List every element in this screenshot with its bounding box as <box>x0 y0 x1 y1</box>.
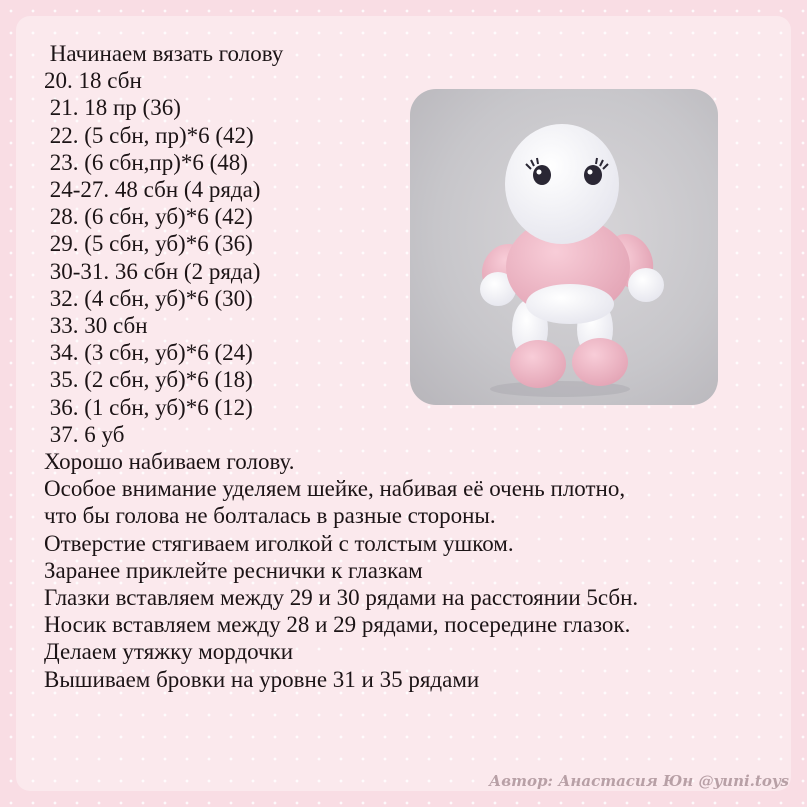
pattern-row: 29. (5 сбн, уб)*6 (36) <box>44 231 253 257</box>
pattern-row: 21. 18 пр (36) <box>44 95 181 121</box>
instruction-line: Глазки вставляем между 29 и 30 рядами на расстоянии 5сбн. <box>44 585 639 611</box>
pattern-row: 33. 30 сбн <box>44 313 148 339</box>
toy-illustration <box>410 89 718 405</box>
toy-photo <box>410 89 718 405</box>
pattern-row: 22. (5 сбн, пр)*6 (42) <box>44 122 254 148</box>
pattern-row: 20. 18 сбн <box>44 68 142 94</box>
pattern-row: 30-31. 36 сбн (2 ряда) <box>44 258 261 284</box>
pattern-row: 37. 6 уб <box>44 421 125 447</box>
pattern-row: 35. (2 сбн, уб)*6 (18) <box>44 367 253 393</box>
instruction-line: Отверстие стягиваем иголкой с толстым ушком. <box>44 530 514 556</box>
pattern-row: 36. (1 сбн, уб)*6 (12) <box>44 394 253 420</box>
instruction-line: что бы голова не болталась в разные стороны. <box>44 503 496 529</box>
instruction-line: Заранее приклейте реснички к глазкам <box>44 557 423 583</box>
instruction-line: Хорошо набиваем голову. <box>44 449 295 475</box>
pattern-row: 34. (3 сбн, уб)*6 (24) <box>44 340 253 366</box>
pattern-row: 23. (6 сбн,пр)*6 (48) <box>44 149 248 175</box>
instruction-line: Делаем утяжку мордочки <box>44 639 294 665</box>
instruction-line: Особое внимание уделяем шейке, набивая её очень плотно, <box>44 476 626 502</box>
author-signature: Автор: Анастасия Юн @yuni.toys <box>489 772 789 790</box>
instruction-line: Носик вставляем между 28 и 29 рядами, посередине глазок. <box>44 612 631 638</box>
pattern-row: 28. (6 сбн, уб)*6 (42) <box>44 204 253 230</box>
pattern-row: 32. (4 сбн, уб)*6 (30) <box>44 285 253 311</box>
pattern-row: 24-27. 48 сбн (4 ряда) <box>44 177 261 203</box>
pattern-heading: Начинаем вязать голову <box>44 41 284 66</box>
instruction-line: Вышиваем бровки на уровне 31 и 35 рядами <box>44 666 480 692</box>
